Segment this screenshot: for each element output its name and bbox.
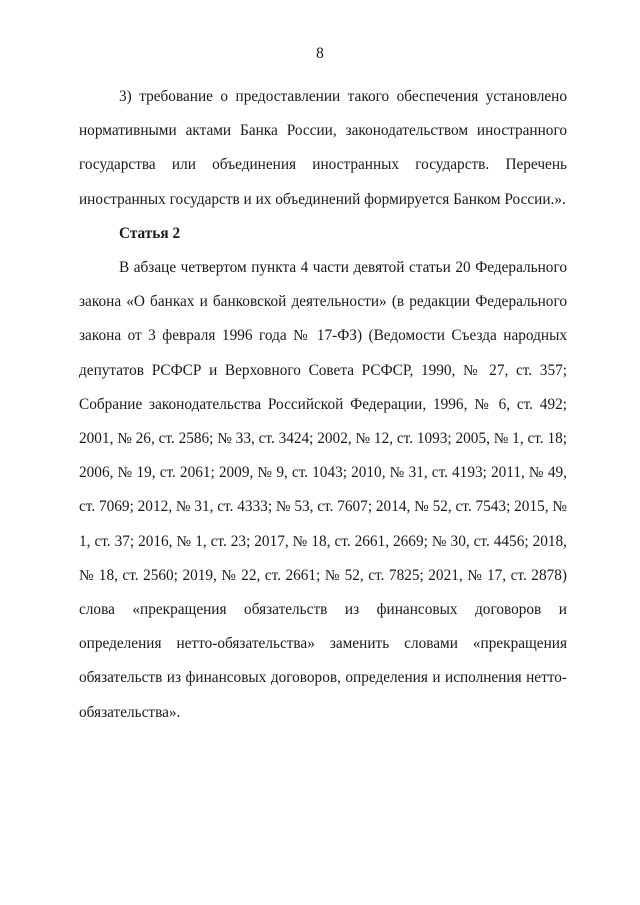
article-heading: Статья 2	[119, 224, 181, 242]
paragraph-article-2-text: В абзаце четвертом пункта 4 части девятой статьи 20 Федерального закона «О банках и банковской деятельности» (в редакции Федерального закона от 3 февраля 1996 года № 17-ФЗ) (Ведомости Съезда народных депутатов РСФСР и Верховного Совета РСФСР, 1990, № 27, ст. 357; Собрание законодательства Российской Федерации, 1996, № 6, ст. 492; 2001, № 26, ст. 2586; № 33, ст. 3424; 2002, № 12, ст. 1093; 2005, № 1, ст. 18; 2006, № 19, ст. 2061; 2009, № 9, ст. 1043; 2010, № 31, ст. 4193; 2011, № 49, ст. 7069; 2012, № 31, ст. 4333; № 53, ст. 7607; 2014, № 52, ст. 7543; 2015, № 1, ст. 37; 2016, № 1, ст. 23; 2017, № 18, ст. 2661, 2669; № 30, ст. 4456; 2018, № 18, ст. 2560; 2019, № 22, ст. 2661; № 52, ст. 7825; 2021, № 17, ст. 2878) слова «прекращения обязательств из финансовых договоров и определения нетто-обязательства» заменить словами «прекращения обязательств из финансовых договоров, определения и исполнения нетто-обязательства».	[79, 259, 567, 721]
document-body	[79, 80, 567, 730]
paragraph-requirement-clause: 3) требование о предоставлении такого обеспечения установлено нормативными актами Банка России, законодательством иностранного государства или объединения иностранных государств. Перечень иностранных государств и их объединений формируется Банком России.».	[79, 88, 567, 208]
page-number: 8	[316, 45, 324, 62]
